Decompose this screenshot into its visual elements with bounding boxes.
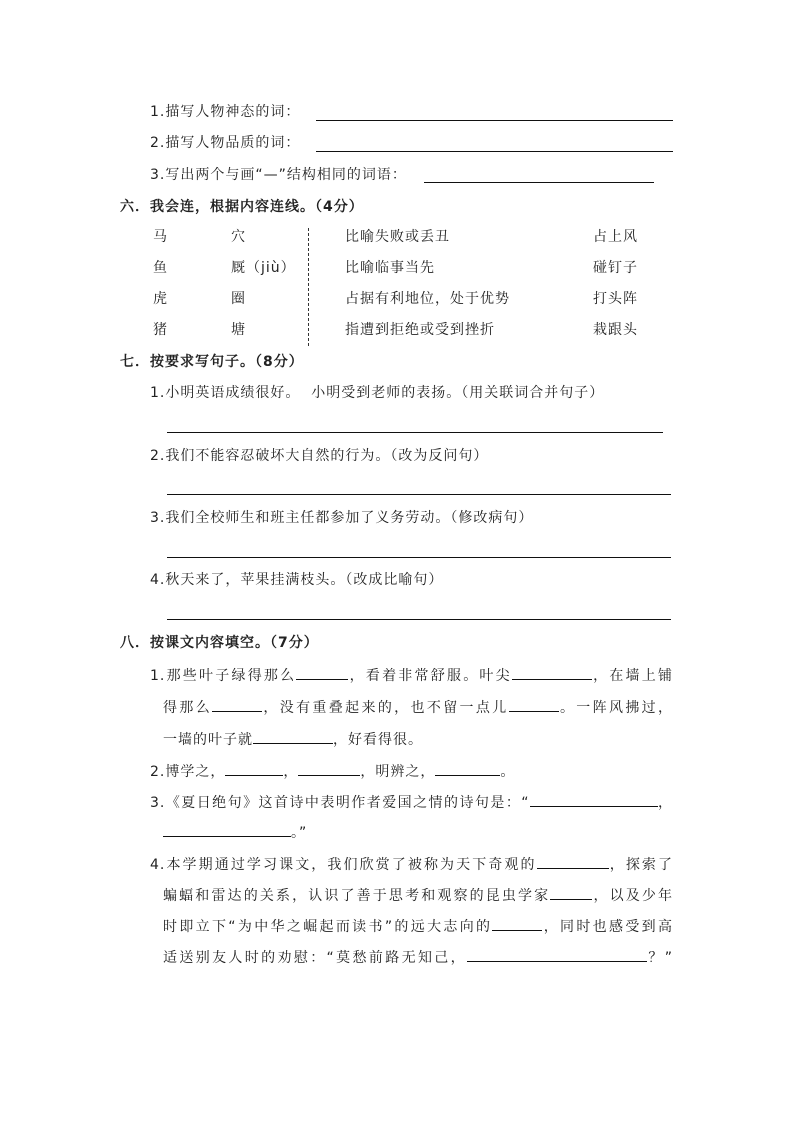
animal: 鱼 [153,260,168,276]
answer-line-7-4[interactable] [167,619,671,620]
dwelling: 厩（jiù） [231,260,296,276]
section-6-title: 六．我会连，根据内容连线。（4分） [120,199,364,215]
text: ， [283,764,299,780]
dwelling: 圈 [231,291,246,307]
text: ，同时也感受到高 [542,919,673,935]
text: ，好看得很。 [333,732,423,748]
blank[interactable] [509,696,559,712]
question-8-1-line1 [150,664,673,685]
question-7-4: 4.秋天来了，苹果挂满枝头。（改成比喻句） [150,572,444,588]
dwelling: 塘 [231,322,246,338]
blank[interactable] [512,664,592,680]
question-8-4-line4 [163,946,673,967]
animal: 虎 [153,291,168,307]
section-7-title: 七．按要求写句子。（8分） [120,354,304,370]
answer-line-7-3[interactable] [167,557,671,558]
blank[interactable] [163,821,291,837]
dwelling: 穴 [231,229,246,245]
blank[interactable] [492,915,542,931]
blank[interactable] [212,696,262,712]
question-8-4-line3 [163,915,673,936]
idiom: 打头阵 [593,291,638,307]
question-5-3: 3.写出两个与画“—”结构相同的词语： [150,167,407,183]
blank[interactable] [225,760,283,776]
question-7-3: 3.我们全校师生和班主任都参加了义务劳动。（修改病句） [150,510,534,526]
text: ，以及少年 [592,888,674,904]
question-8-3-line2 [163,821,307,842]
blank[interactable] [537,853,609,869]
text: ，在墙上铺 [591,668,674,684]
question-8-1-line3 [163,728,423,749]
blank[interactable] [467,946,647,962]
text: ，探索了 [608,857,674,873]
dashed-divider [308,228,309,346]
blank[interactable] [296,664,348,680]
question-8-4-line1 [150,853,673,874]
text: ？” [647,950,673,966]
question-8-2 [150,760,515,781]
blank[interactable] [435,760,500,776]
blank[interactable] [298,760,360,776]
animal: 马 [153,229,168,245]
answer-line-5-1[interactable] [316,120,673,121]
text: 1.那些叶子绿得那么 [150,668,297,684]
text: ， [657,795,674,811]
text: 时即立下“为中华之崛起而读书”的远大志向的 [163,919,493,935]
blank[interactable] [253,728,333,744]
text: 。一阵风拂过， [558,700,674,716]
answer-line-5-2[interactable] [316,151,673,152]
text: ，明辨之， [360,764,436,780]
meaning: 比喻失败或丢丑 [345,229,450,245]
answer-line-7-2[interactable] [167,494,671,495]
text: 得那么 [163,700,213,716]
section-8-title: 八．按课文内容填空。（7分） [120,635,319,651]
text: 适送别友人时的劝慰：“莫愁前路无知己， [163,950,468,966]
idiom: 栽跟头 [593,322,638,338]
text: 。 [500,764,516,780]
animal: 猪 [153,322,168,338]
meaning: 占据有利地位，处于优势 [345,291,510,307]
answer-line-7-1[interactable] [167,432,663,433]
meaning: 比喻临事当先 [345,260,435,276]
blank[interactable] [530,791,658,807]
question-8-1-line2 [163,696,673,717]
text: 一墙的叶子就 [163,732,253,748]
idiom: 占上风 [593,229,638,245]
question-8-4-line2 [163,884,673,905]
text: 4.本学期通过学习课文，我们欣赏了被称为天下奇观的 [150,857,537,873]
question-5-2: 2.描写人物品质的词： [150,135,301,151]
meaning: 指遭到拒绝或受到挫折 [345,322,495,338]
question-7-1: 1.小明英语成绩很好。 小明受到老师的表扬。（用关联词合并句子） [150,385,605,401]
text: 3.《夏日绝句》这首诗中表明作者爱国之情的诗句是：“ [150,795,530,811]
text: 蝙蝠和雷达的关系，认识了善于思考和观察的昆虫学家 [163,888,551,904]
idiom: 碰钉子 [593,260,638,276]
question-7-2: 2.我们不能容忍破坏大自然的行为。（改为反问句） [150,448,489,464]
text: 。” [291,825,308,841]
text: 2.博学之， [150,764,226,780]
text: ，没有重叠起来的，也不留一点儿 [262,700,509,716]
question-5-1: 1.描写人物神态的词： [150,104,301,120]
answer-line-5-3[interactable] [424,182,654,183]
question-8-3-line1 [150,791,673,812]
blank[interactable] [550,884,592,900]
text: ，看着非常舒服。叶尖 [348,668,512,684]
